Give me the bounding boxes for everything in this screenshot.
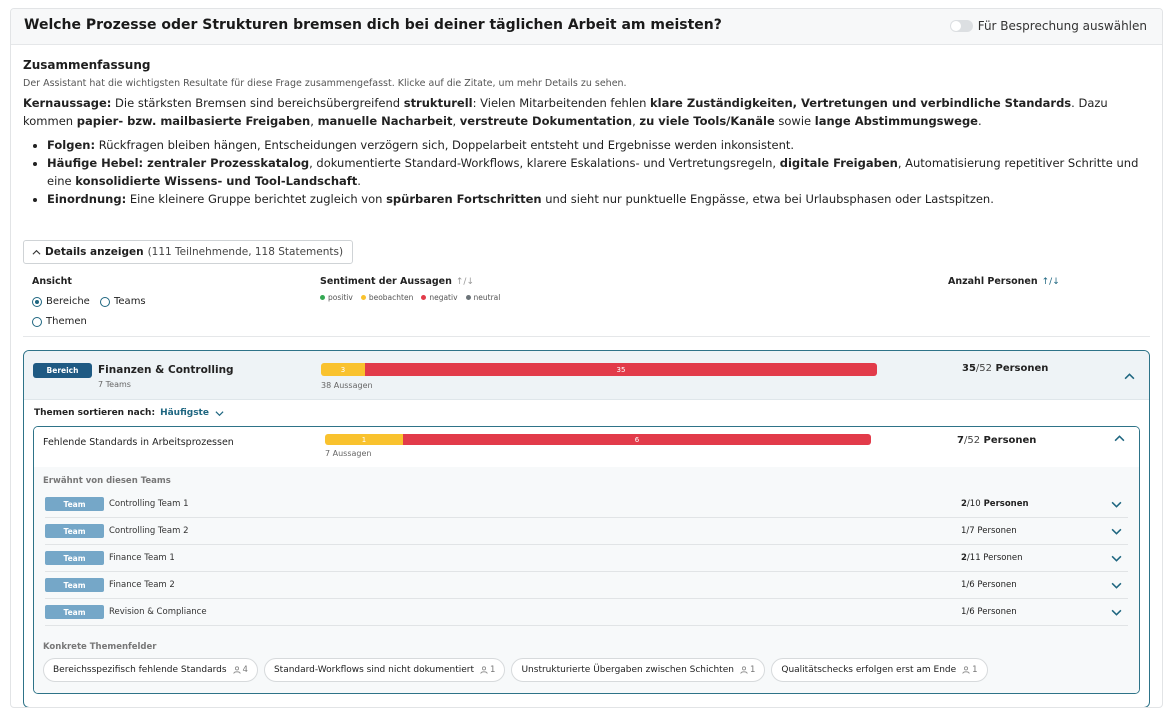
theme-sentiment-bar[interactable]	[325, 434, 871, 445]
legend-beobachten	[361, 293, 414, 302]
core-text: sowie	[774, 114, 815, 128]
core-text: . Dazu kommen	[23, 96, 1108, 128]
bar-segment-negativ[interactable]: 6	[403, 434, 871, 445]
core-highlight[interactable]: verstreute Dokumentation	[459, 114, 633, 128]
chevron-up-icon[interactable]	[1124, 371, 1135, 382]
dot-icon	[466, 295, 471, 300]
core-text: : Vielen Mitarbeitenden fehlen	[472, 96, 651, 110]
details-count: (111 Teilnehmende, 118 Statements)	[147, 246, 344, 258]
team-row[interactable]	[45, 599, 1128, 626]
person-icon	[962, 666, 970, 674]
dot-icon	[320, 295, 325, 300]
count-label: Personen	[980, 499, 1029, 509]
team-person-count	[961, 499, 1029, 509]
team-name: Controlling Team 1	[109, 499, 189, 509]
bullet-text: , Automatisierung repetitiver Schritte und eine	[47, 156, 1139, 188]
bullet-levers	[47, 154, 1148, 190]
bar-segment-beobachten[interactable]: 3	[321, 363, 365, 376]
area-statements: 38 Aussagen	[321, 381, 373, 390]
team-row[interactable]	[45, 491, 1128, 518]
bullet-highlight[interactable]: digitale Freigaben	[779, 156, 898, 170]
chevron-down-icon[interactable]	[1111, 580, 1122, 591]
theme-statements: 7 Aussagen	[325, 449, 372, 458]
chip-count-value: 4	[242, 665, 248, 675]
count-label: Personen	[980, 553, 1023, 563]
sort-label: Themen sortieren nach:	[34, 408, 156, 418]
count-total: /52	[975, 363, 993, 374]
core-text: .	[977, 114, 982, 128]
view-option-bereiche[interactable]	[32, 296, 90, 307]
topic-chip[interactable]	[511, 658, 765, 682]
area-badge: Bereich	[33, 363, 92, 378]
count-value: 2	[961, 499, 967, 509]
area-panel	[23, 350, 1150, 708]
core-highlight[interactable]: manuelle Nacharbeit	[317, 114, 453, 128]
theme-header[interactable]	[34, 427, 1139, 467]
team-badge: Team	[45, 497, 104, 511]
count-label: Personen	[992, 363, 1049, 374]
bullet-label: Folgen:	[47, 138, 96, 152]
toggle-switch[interactable]	[950, 20, 973, 32]
core-highlight[interactable]: papier- bzw. mailbasierte Freigaben	[76, 114, 311, 128]
summary-section	[11, 58, 1162, 208]
person-icon	[480, 666, 488, 674]
area-person-count	[962, 363, 1048, 374]
chevron-down-icon[interactable]	[1111, 553, 1122, 564]
team-row[interactable]	[45, 572, 1128, 599]
count-label: Personen	[974, 526, 1017, 536]
topic-chips	[43, 658, 994, 682]
chevron-up-icon	[32, 248, 41, 257]
chevron-down-icon[interactable]	[215, 409, 224, 418]
chip-count	[962, 665, 977, 675]
count-total: /52	[963, 435, 981, 446]
team-person-count	[961, 553, 1023, 563]
chevron-up-icon[interactable]	[1114, 433, 1125, 444]
bullet-classification	[47, 190, 1148, 208]
count-value: 1	[961, 607, 967, 617]
count-total: /6	[966, 607, 975, 617]
discussion-toggle[interactable]	[950, 19, 1147, 33]
radio-icon	[32, 317, 42, 327]
legend-positiv	[320, 293, 353, 302]
details-label: Details anzeigen	[45, 246, 144, 258]
legend-label: negativ	[429, 293, 458, 302]
sentiment-legend	[320, 293, 508, 302]
legend-neutral	[466, 293, 501, 302]
count-value: 1	[961, 580, 967, 590]
bullet-label: Einordnung:	[47, 192, 127, 206]
core-text: ,	[310, 114, 318, 128]
count-value: 2	[961, 553, 967, 563]
team-name: Controlling Team 2	[109, 526, 189, 536]
team-name: Finance Team 1	[109, 553, 175, 563]
radio-icon	[100, 297, 110, 307]
sort-value[interactable]: Häufigste	[160, 408, 209, 418]
question-card	[10, 8, 1163, 708]
chip-label: Qualitätschecks erfolgen erst am Ende	[781, 665, 957, 675]
core-highlight[interactable]: strukturell	[403, 96, 473, 110]
area-name: Finanzen & Controlling	[98, 364, 234, 376]
sort-icon[interactable]: ↑/↓	[1041, 277, 1060, 287]
view-label: Ansicht	[32, 276, 72, 287]
bullet-text: , dokumentierte Standard-Workflows, klarere Eskalations- und Vertretungsregeln,	[309, 156, 780, 170]
core-highlight[interactable]: lange Abstimmungswege	[814, 114, 978, 128]
theme-person-count	[957, 435, 1036, 446]
view-option-teams[interactable]	[100, 296, 146, 307]
summary-bullets	[23, 136, 1148, 208]
count-total: /10	[966, 499, 981, 509]
count-total: /11	[966, 553, 981, 563]
legend-label: beobachten	[368, 293, 414, 302]
teams-section-label: Erwähnt von diesen Teams	[43, 476, 171, 486]
bar-segment-beobachten[interactable]: 1	[325, 434, 403, 445]
team-row[interactable]	[45, 545, 1128, 572]
area-team-count: 7 Teams	[98, 380, 131, 389]
team-person-count	[961, 580, 1017, 590]
chevron-down-icon[interactable]	[1111, 526, 1122, 537]
details-toggle-button[interactable]	[23, 240, 353, 264]
bullet-text: Rückfragen bleiben hängen, Entscheidungen verzögern sich, Doppelarbeit entsteht und Ergebnisse werden inkonsistent.	[95, 138, 795, 152]
bullet-highlight[interactable]: spürbaren Fortschritten	[386, 192, 542, 206]
topic-chip[interactable]	[771, 658, 987, 682]
divider	[23, 336, 1150, 337]
bullet-text: .	[357, 174, 361, 188]
chip-label: Unstrukturierte Übergaben zwischen Schichten	[521, 665, 734, 675]
topics-section-label: Konkrete Themenfelder	[43, 642, 157, 652]
count-label: Personen	[974, 580, 1017, 590]
question-title: Welche Prozesse oder Strukturen bremsen dich bei deiner täglichen Arbeit am meisten?	[24, 17, 722, 33]
chip-label: Standard-Workflows sind nicht dokumentiert	[273, 665, 475, 675]
count-total: /7	[966, 526, 975, 536]
sentiment-header	[320, 276, 474, 287]
summary-subtitle: Der Assistant hat die wichtigsten Resultate für diese Frage zusammengefasst. Klicke auf die Zitate, um mehr Details zu sehen.	[23, 78, 627, 89]
chip-count	[233, 665, 248, 675]
dot-icon	[361, 295, 366, 300]
team-name: Revision & Compliance	[109, 607, 207, 617]
person-icon	[740, 666, 748, 674]
sort-icon[interactable]: ↑/↓	[455, 277, 475, 287]
radio-label: Teams	[114, 296, 146, 307]
radio-selected-icon	[32, 297, 42, 307]
topic-chip[interactable]	[264, 658, 506, 682]
team-badge: Team	[45, 578, 104, 592]
team-name: Finance Team 2	[109, 580, 175, 590]
area-header[interactable]	[24, 351, 1149, 400]
team-row[interactable]	[45, 518, 1128, 545]
chip-count-value: 1	[749, 665, 756, 675]
chevron-down-icon[interactable]	[1111, 607, 1122, 618]
count-total: /6	[966, 580, 975, 590]
chevron-down-icon[interactable]	[1111, 499, 1122, 510]
dot-icon	[421, 295, 426, 300]
count-value: 35	[962, 363, 976, 374]
core-highlight[interactable]: zu viele Tools/Kanäle	[639, 114, 775, 128]
count-label: Personen	[980, 435, 1037, 446]
chip-label: Bereichsspezifisch fehlende Standards	[53, 665, 227, 675]
persons-col-label: Anzahl Personen	[948, 276, 1038, 287]
core-text: Die stärksten Bremsen sind bereichsübergreifend	[111, 96, 404, 110]
legend-label: neutral	[473, 293, 501, 302]
person-icon	[233, 666, 241, 674]
bullet-consequences	[47, 136, 1148, 154]
team-badge: Team	[45, 551, 104, 565]
bar-segment-negativ[interactable]: 35	[365, 363, 877, 376]
legend-label: positiv	[328, 293, 353, 302]
toggle-label: Für Besprechung auswählen	[977, 19, 1147, 33]
legend-negativ	[421, 293, 457, 302]
core-highlight[interactable]: klare Zuständigkeiten, Vertretungen und verbindliche Standards	[650, 96, 1072, 110]
area-sentiment-bar[interactable]	[321, 363, 877, 376]
theme-body	[34, 467, 1139, 694]
chip-count	[480, 665, 495, 675]
core-text: ,	[452, 114, 460, 128]
team-badge: Team	[45, 524, 104, 538]
question-header	[11, 9, 1162, 45]
summary-title: Zusammenfassung	[23, 58, 151, 72]
topic-chip[interactable]	[43, 658, 258, 682]
core-label: Kernaussage:	[23, 96, 112, 110]
view-option-themen[interactable]	[32, 316, 87, 327]
count-value: 1	[961, 526, 967, 536]
theme-panel	[33, 426, 1140, 694]
count-value: 7	[957, 435, 964, 446]
team-person-count	[961, 526, 1017, 536]
bullet-label: Häufige Hebel:	[47, 156, 144, 170]
chip-count	[740, 665, 755, 675]
bullet-text: Eine kleinere Gruppe berichtet zugleich von	[126, 192, 387, 206]
bullet-text: und sieht nur punktuelle Engpässe, etwa bei Urlaubsphasen oder Lastspitzen.	[541, 192, 994, 206]
chip-count-value: 1	[490, 665, 496, 675]
core-statement	[23, 94, 1148, 130]
team-person-count	[961, 607, 1017, 617]
radio-label: Themen	[46, 316, 87, 327]
theme-name: Fehlende Standards in Arbeitsprozessen	[43, 437, 234, 448]
count-label: Personen	[974, 607, 1017, 617]
persons-header	[948, 276, 1060, 287]
sentiment-label: Sentiment der Aussagen	[320, 276, 452, 287]
bullet-highlight[interactable]: zentraler Prozesskatalog	[143, 156, 310, 170]
bullet-highlight[interactable]: konsolidierte Wissens- und Tool-Landschaft	[75, 174, 358, 188]
theme-sort[interactable]	[34, 408, 224, 418]
team-badge: Team	[45, 605, 104, 619]
radio-label: Bereiche	[46, 296, 90, 307]
core-text: ,	[632, 114, 640, 128]
chip-count-value: 1	[972, 665, 978, 675]
